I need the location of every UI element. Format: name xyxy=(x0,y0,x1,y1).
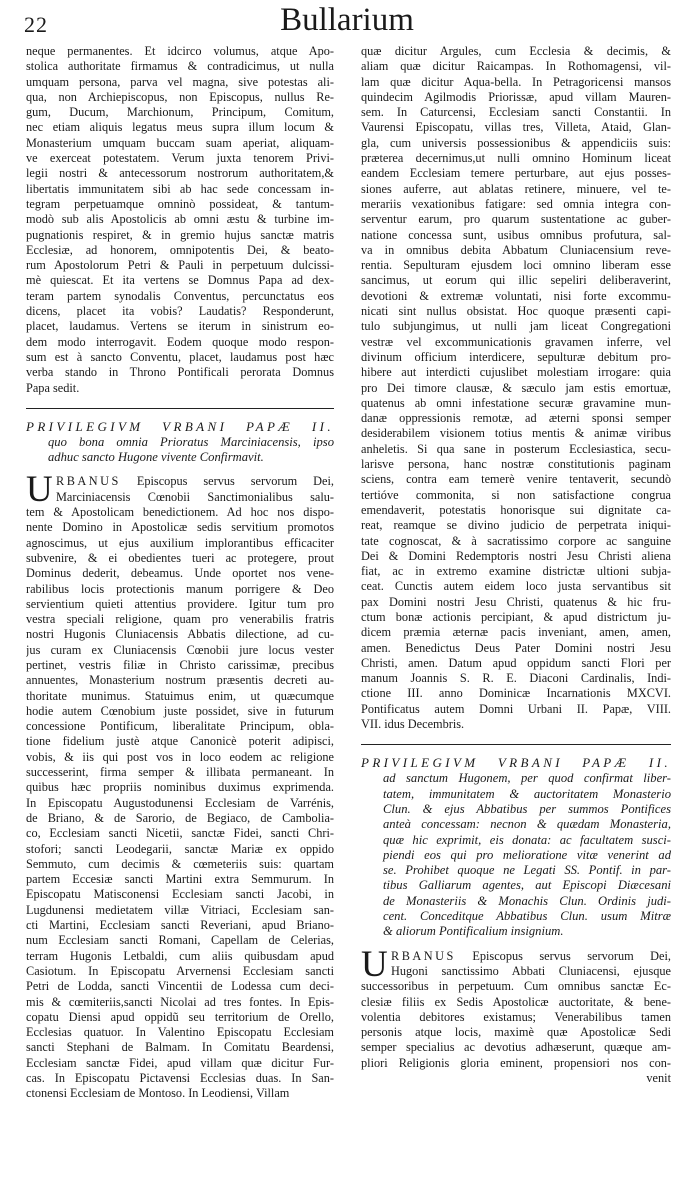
text-line: gla, cum universis possessionibus & appendiciis suis: xyxy=(361,135,671,150)
text-line: quæ dicitur Argules, cum Ecclesia & decimis, & xyxy=(361,44,671,58)
text-line: tem & Apostolicam benedictionem. Ad hoc nos dispo- xyxy=(26,505,334,520)
first-word: RBANUS xyxy=(391,948,456,963)
text-line: reat, reamque se divino judicio de perpetrata iniqui- xyxy=(361,518,671,533)
text-line: Papa sedit. xyxy=(26,380,80,395)
text-line: vestra speciali religione, quam pro venerabilis fratris xyxy=(26,612,334,627)
text-line: co, Ecclesiam sancti Nicetii, sanctæ Fidei, sancti Chri- xyxy=(26,826,334,841)
text-line: sum est à sancto Conventu, placet, laudamus post hæc xyxy=(26,349,334,364)
text-line xyxy=(26,474,334,489)
text-line: verba stando in Throno Pontificali perorata Domnus xyxy=(26,365,334,380)
text-line: eandem Ecclesiam temere perturbare, aut ejus posses- xyxy=(361,166,671,181)
heading-subtitle-line: Clun. & ejus Abbatibus per summos Pontifices xyxy=(383,801,671,816)
text-line: partem Eccesiæ sancti Martini extra Semmurum. In xyxy=(26,872,334,887)
text-line: placet, laudamus. Vertens se iterum in sinistrum eo- xyxy=(26,319,334,334)
text-line: mè quiescat. Et ita vertens se Domnus Papa ad dex- xyxy=(26,273,334,288)
catchword: venit xyxy=(646,1071,671,1085)
text-line: desiderabilem visionem totius mentis & animæ viribus xyxy=(361,426,671,441)
heading-subtitle-line: se. Prohibet quoque ne Legati SS. Pontif. in par- xyxy=(383,863,671,878)
text-line: nostri Hugonis Cluniacensis Abbatis dilectione, ad cu- xyxy=(26,627,334,642)
heading-title: PRIVILEGIVM VRBANI PAPÆ II. xyxy=(361,755,671,771)
text-line: stofori; sancti Leodegarii, sanctæ Mariæ ex oppido xyxy=(26,841,334,856)
heading-subtitle-line: tatem, immunitatem & auctoritatem Monasterio xyxy=(383,786,671,801)
right-column xyxy=(361,44,671,1086)
text-line: tertióve commonita, si non satisfactione congrua xyxy=(361,487,671,502)
text-line: qua, non Archiepiscopus, non Episcopus, nullus Re- xyxy=(26,89,334,104)
heading-subtitle-line: piendi eos qui pro melioratione vitæ venerint ad xyxy=(383,847,671,862)
heading-subtitle-line: quæ hic exprimit, eis donata: ac facultatem susci- xyxy=(383,832,671,847)
text-line: hibere aut interdicti cujuslibet molestiam irrogare: quia xyxy=(361,365,671,380)
section-heading-left xyxy=(26,419,334,466)
text-line: nicati sint nullus obsistat. Hoc quoque præsenti capi- xyxy=(361,304,671,319)
text-line: vobis, & iis qui post vos in loco eodem ac religione xyxy=(26,749,334,764)
heading-title: PRIVILEGIVM VRBANI PAPÆ II. xyxy=(26,418,334,434)
text-line: teram partem synodalis Conventus, percunctatus eos xyxy=(26,288,334,303)
text-line: nec etiam aliquis legatus meus supra illum locum & xyxy=(26,120,334,135)
text-line: ctum bonæ actionis percipiant, & apud districtum ju- xyxy=(361,609,671,624)
text-line: quibus hæc propriis nominibus duximus exprimenda. xyxy=(26,780,334,795)
drop-cap: U xyxy=(26,469,53,511)
text-line: va in omnibus debita Abbatum Cluniacensium reve- xyxy=(361,242,671,257)
text-line: divinum officium interdicere, sepulturæ debitum pro- xyxy=(361,349,671,364)
text-line: anheletis. Si qua sane in posterum Ecclesiastica, secu- xyxy=(361,441,671,456)
text-line: Dei & Domini Redemptoris nostri Jesu Christi aliena xyxy=(361,548,671,563)
text-line: merariis vexationibus fatigare: sed omnia integra con- xyxy=(361,196,671,211)
text-line: lam quæ dicitur Aqua-bella. In Petragoricensi mansos xyxy=(361,74,671,89)
text-line: subvenire, & ei obedientes tueri ac protegere, prout xyxy=(26,550,334,565)
text-line: ctonensi Ecclesiam de Montoso. In Leodiensi, Villam xyxy=(26,1086,290,1101)
left-continuation-text xyxy=(26,44,334,396)
text-line: amen. Benedictus Deus Pater Domini nostri Jesu xyxy=(361,640,671,655)
text-line: natione concessa sunt, usibus omnibus profutura, sal- xyxy=(361,227,671,242)
text-line: Lugdunensi medietatem villæ Vitriaci, Ecclesiam san- xyxy=(26,902,334,917)
heading-subtitle-line: de Monasteriis & Monachis Clun. Ordinis judi- xyxy=(383,893,671,908)
text-line: vestræ vel excommunicationis gravamen inferre, vel xyxy=(361,334,671,349)
text-line: tegram perpetuamque omninò possideat, & tantum- xyxy=(26,196,334,211)
text-line: pliori Religionis gloria eminent, propensiori nos con- xyxy=(361,1055,671,1070)
text-line: concessione Pontificum, liberalitate Principum, obla- xyxy=(26,719,334,734)
text-line: Christi, amen. Datum apud oppidum sancti Flori per xyxy=(361,655,671,670)
page-header xyxy=(0,2,694,40)
text-line: rum Apostolorum Petri & Pauli in perpetuum dulcissi- xyxy=(26,258,334,273)
text-line: Marciniacensis Cœnobii Sanctimonialibus salu- xyxy=(56,489,334,504)
text-line: gum, Ducum, Marchionum, Principum, Comitum, xyxy=(26,105,334,120)
text-line: mis & cœmiteriis,sancti Nicolai ad tres fontes. In Epis- xyxy=(26,994,334,1009)
text-line: In Episcopatu Augustodunensi Ecclesiam de Varrénis, xyxy=(26,795,334,810)
text-line: pugnationis respiret, & in gremio hujus sanctæ matris xyxy=(26,227,334,242)
text-line: semper specialius ac devotius adhæserunt, quæque am- xyxy=(361,1040,671,1055)
text-line: quatenus ab omni infestatione securæ gravamine mun- xyxy=(361,395,671,410)
text-line: Ecclesiæ, ad honorem, omnipotentis Dei, & beato- xyxy=(26,242,334,257)
text-line: Pontificatus autem Domni Urbani II. Papæ, VIII. xyxy=(361,701,671,716)
text-line: thoritate munimus. Statuimus enim, ut quæcumque xyxy=(26,688,334,703)
text-line: servientium quieti attentius providere. Igitur tum pro xyxy=(26,596,334,611)
text-line: Ecclesias quatuor. In Valentino Episcopatu Ecclesiam xyxy=(26,1025,334,1040)
text-line: libertatis immunitatem sibi ab hac sede concessam in- xyxy=(26,181,334,196)
text-line: nente Domino in Apostolicæ sedis servitium promotos xyxy=(26,520,334,535)
text-line: devotioni & extremæ voluntati, nisi forte excommu- xyxy=(361,288,671,303)
text-line: fiat, ac in extremo examine districtæ ultioni subja- xyxy=(361,564,671,579)
text-line: neque permanentes. Et idcirco volumus, atque Apo- xyxy=(26,44,334,58)
heading-subtitle-line: & aliorum Pontificalium insignium. xyxy=(383,924,564,939)
text-line: rentia. Sepulturam ejusdem loci omnino liberam esse xyxy=(361,258,671,273)
text-line: VII. idus Decembris. xyxy=(361,717,465,732)
line-rest: Episcopus servus servorum Dei, xyxy=(120,474,334,489)
text-line: volentia debitores existamus; Venerabilibus tamen xyxy=(361,1009,671,1024)
text-line: ceat. Cunctis autem eidem loco justa servantibus sit xyxy=(361,579,671,594)
text-line: dem modo interrogavit. Eodem quoque modo respon- xyxy=(26,334,334,349)
text-line: jus curam ex Cluniacensis Cœnobii jure locus vester xyxy=(26,642,334,657)
text-line: ctione III. anno Dominicæ Incarnationis MXCVI. xyxy=(361,686,671,701)
text-line: pro Dei timore clausæ, & sæculo jam estis emortuæ, xyxy=(361,380,671,395)
text-line: Episcopatu Matisconensi Ecclesiam sancti Jacobi, in xyxy=(26,887,334,902)
text-line: emendaverit, potestatis honorisque sui dignitate ca- xyxy=(361,502,671,517)
text-line: ve exerceat potestatem. Verum juxta tenorem Privi- xyxy=(26,151,334,166)
first-word: RBANUS xyxy=(56,474,121,489)
text-line xyxy=(361,949,671,964)
text-line: tulo subjungimus, ut nulli jam liceat Congregationi xyxy=(361,319,671,334)
line-rest: Episcopus servus servorum Dei, xyxy=(455,948,671,963)
heading-subtitle-line: quo bona omnia Prioratus Marciniacensis, ipso xyxy=(48,434,334,449)
running-title: Bullarium xyxy=(280,2,414,38)
text-line: Casiotum. In Episcopatu Arvernensi Ecclesiam sancti xyxy=(26,963,334,978)
heading-subtitle-line: ad sanctum Hugonem, per quod confirmat liber- xyxy=(383,771,671,786)
text-line: cas. In Episcopatu Pictavensi Ecclesias duas. In San- xyxy=(26,1071,334,1085)
text-line: personis atque locis, maximè quæ Apostolicæ Sedi xyxy=(361,1025,671,1040)
text-line: clesiæ filiis ex Sedis Apostolicæ auctoritate, & bene- xyxy=(361,994,671,1009)
drop-cap: U xyxy=(361,943,388,985)
heading-subtitle-line: adhuc sancto Hugone vivente Confirmavit. xyxy=(48,450,264,465)
text-line: successerint, firma semper & illibata permaneant. In xyxy=(26,765,334,780)
text-line: Dominus dederit, debeamus. Unde oportet nos vene- xyxy=(26,566,334,581)
text-line: sem. In Caturcensi, Ecclesiam sancti Constantii. In xyxy=(361,105,671,120)
text-line: Vaurensi Episcopatu, villas tres, Villeta, Ataid, Glan- xyxy=(361,120,671,135)
left-column xyxy=(26,44,334,1102)
text-line: copatu Diensi apud oppidũ seu territorium de Orello, xyxy=(26,1009,334,1024)
text-line: legii nostri & antecessorum nostrorum authoritatem,& xyxy=(26,166,334,181)
heading-subtitle-line: tibus Galliarum agentes, aut Episcopi Diæcesani xyxy=(383,878,671,893)
heading-subtitle-line: anteà concessam: necnon & quædam Monasteria, xyxy=(383,817,671,832)
text-line: de Briano, & de Sarorio, de Begiaco, de Cambolia- xyxy=(26,810,334,825)
section-heading-right xyxy=(361,755,671,939)
text-line: dicem præmia æternæ pacis inveniant, amen, amen, xyxy=(361,625,671,640)
text-line: Ecclesiam sanctæ Fidei, apud villam quæ dicitur Fur- xyxy=(26,1055,334,1070)
text-line: sciens, contra eam temerè venire tentaverit, secundò xyxy=(361,472,671,487)
text-line: tate cognoscat, & à sacratissimo corpore ac sanguine xyxy=(361,533,671,548)
heading-subtitle-line: cent. Conceditque Abbatibus Clun. usum Mitræ xyxy=(383,909,671,924)
text-line: Petri de Lodda, sancti Vincentii de Lodessa cum deci- xyxy=(26,979,334,994)
right-continuation-text xyxy=(361,44,671,732)
text-line: rabilibus locis protectionis manum porrigere & Deo xyxy=(26,581,334,596)
text-line: umquam persona, parva vel magna, sive potestas ali- xyxy=(26,74,334,89)
text-line: dicens, placet ita vobis? Laudatis? Responderunt, xyxy=(26,304,334,319)
text-line: manum Joannis S. R. E. Diaconi Cardinalis, Indi- xyxy=(361,671,671,686)
text-line: agnoscimus, ut ejus auxilium implorantibus efficaciter xyxy=(26,535,334,550)
text-line: terram Hugonis Letbaldi, cum aliis quibusdam apud xyxy=(26,948,334,963)
text-line: cti Martini, Ecclesiam sancti Reveriani, apud Briano- xyxy=(26,918,334,933)
text-line: hodie autem Cœnobium juste possidet, sive in futurum xyxy=(26,703,334,718)
text-line: danæ oppressionis remotæ, ad æterni sponsi semper xyxy=(361,411,671,426)
text-line: sancimus, ut eorum qui illic sepeliri deliberaverint, xyxy=(361,273,671,288)
text-line: serventur earum, pro quarum sustentatione ac guber- xyxy=(361,212,671,227)
section-body-right xyxy=(361,943,671,1087)
text-line: aliam quæ dicitur Raicampas. In Rothomagensi, vil- xyxy=(361,59,671,74)
text-line: Semmuto, cum decimis & cœmeteriis suis: quartam xyxy=(26,856,334,871)
text-line: quindecim Agilmodis Priorissæ, apud villam Mauren- xyxy=(361,89,671,104)
text-line: annuentes, Monasterium nostrum præsentis decreti au- xyxy=(26,673,334,688)
text-line: sancti Stephani de Balmam. In Comitatu Beardensi, xyxy=(26,1040,334,1055)
text-line: præterea decernimus,ut nulli omnino Hominum liceat xyxy=(361,151,671,166)
text-line: modò sub alis Apostolicis ab omni æstu & turbine im- xyxy=(26,212,334,227)
text-line: Monasterium umquam buccam suam aperiat, aliquam- xyxy=(26,135,334,150)
text-line: tione fidelium justè atque Canonicè poterit adipisci, xyxy=(26,734,334,749)
page-number: 22 xyxy=(24,12,48,37)
text-line: siones auferre, aut ablatas retinere, minuere, vel te- xyxy=(361,181,671,196)
text-line: successoribus in perpetuum. Cum omnibus sanctæ Ec- xyxy=(361,979,671,994)
text-line: pertinet, vestris filiæ in Christo carissimæ, precibus xyxy=(26,657,334,672)
text-line: num Ecclesiam sancti Romani, Capellam de Celerias, xyxy=(26,933,334,948)
text-line: larisve persona, hanc nostræ constitutionis paginam xyxy=(361,457,671,472)
section-body-left xyxy=(26,469,334,1101)
text-line: Hugoni sanctissimo Abbati Cluniacensi, ejusque xyxy=(391,963,671,978)
text-line: pax Domini nostri Jesu Christi, quatenus & hic fru- xyxy=(361,594,671,609)
text-line: stolica authoritate firmamus & contradicimus, ut nulla xyxy=(26,59,334,74)
